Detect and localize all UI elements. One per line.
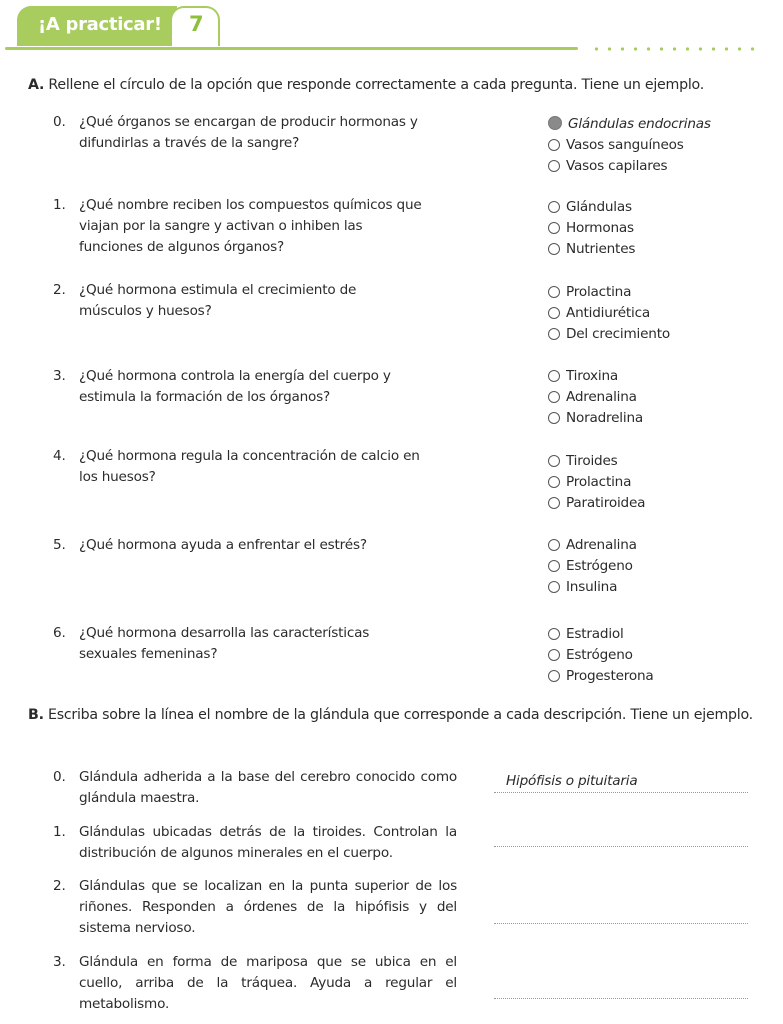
radio-circle-icon[interactable] xyxy=(548,160,560,172)
radio-circle-icon[interactable] xyxy=(548,139,560,151)
section-b-instruction xyxy=(28,705,758,726)
option-radio[interactable] xyxy=(548,282,670,303)
item-text: Glándulas que se localizan en la punta superior de los riñones. Responden a órdenes de la hipófisis y del sistema nervioso. xyxy=(79,878,457,936)
header-number: 7 xyxy=(189,12,204,36)
option-radio[interactable] xyxy=(548,366,643,387)
options-2 xyxy=(548,282,670,345)
header-dots xyxy=(590,47,760,51)
question-text: ¿Qué órganos se encargan de producir hormonas y difundirlas a través de la sangre? xyxy=(79,114,418,151)
options-1 xyxy=(548,197,635,260)
option-label: Tiroides xyxy=(566,453,618,469)
option-label: Estrógeno xyxy=(566,647,633,663)
option-label: Estradiol xyxy=(566,626,624,642)
radio-circle-icon[interactable] xyxy=(548,222,560,234)
question-number: 6. xyxy=(53,625,66,641)
option-radio[interactable] xyxy=(548,645,654,666)
option-label: Adrenalina xyxy=(566,389,637,405)
options-0 xyxy=(548,114,711,177)
option-label: Insulina xyxy=(566,579,618,595)
header-title: ¡A practicar! xyxy=(38,14,162,35)
answer-line-2[interactable] xyxy=(494,923,748,924)
options-3 xyxy=(548,366,643,429)
question-text: ¿Qué nombre reciben los compuestos químicos que viajan por la sangre y activan o inhiben las funciones de algunos órganos? xyxy=(79,197,422,255)
radio-circle-icon[interactable] xyxy=(548,455,560,467)
option-label: Antidiurética xyxy=(566,305,651,321)
option-label: Glándulas xyxy=(566,199,632,215)
option-radio[interactable] xyxy=(548,324,670,345)
answer-line-3[interactable] xyxy=(494,998,748,999)
radio-circle-icon[interactable] xyxy=(548,328,560,340)
radio-circle-icon[interactable] xyxy=(548,307,560,319)
item-number: 3. xyxy=(53,954,66,970)
option-label: Paratiroidea xyxy=(566,495,646,511)
radio-circle-icon[interactable] xyxy=(548,560,560,572)
answer-line-0[interactable] xyxy=(494,792,748,793)
question-number: 1. xyxy=(53,197,66,213)
option-label: Vasos sanguíneos xyxy=(566,137,684,153)
option-label: Del crecimiento xyxy=(566,326,670,342)
option-radio[interactable] xyxy=(548,556,637,577)
radio-circle-icon[interactable] xyxy=(548,370,560,382)
item-text: Glándula adherida a la base del cerebro conocido como glándula maestra. xyxy=(79,769,457,806)
option-radio[interactable] xyxy=(548,535,637,556)
option-radio[interactable] xyxy=(548,624,654,645)
item-number: 2. xyxy=(53,878,66,894)
question-text: ¿Qué hormona desarrolla las características sexuales femeninas? xyxy=(79,625,370,662)
option-label: Noradrelina xyxy=(566,410,643,426)
answer-example: Hipófisis o pituitaria xyxy=(506,773,638,789)
radio-circle-icon[interactable] xyxy=(548,649,560,661)
options-4 xyxy=(548,451,645,514)
option-label: Vasos capilares xyxy=(566,158,668,174)
item-text: Glándula en forma de mariposa que se ubica en el cuello, arriba de la tráquea. Ayuda a regular el metabolismo. xyxy=(79,954,457,1012)
option-label: Nutrientes xyxy=(566,241,636,257)
question-text: ¿Qué hormona ayuda a enfrentar el estrés? xyxy=(79,537,367,553)
header-rule xyxy=(5,47,578,50)
item-text: Glándulas ubicadas detrás de la tiroides. Controlan la distribución de algunos minerales en el cuerpo. xyxy=(79,824,457,861)
option-radio[interactable] xyxy=(548,472,645,493)
section-a-text: Rellene el círculo de la opción que responde correctamente a cada pregunta. Tiene un ejemplo. xyxy=(48,77,704,93)
option-label: Tiroxina xyxy=(566,368,619,384)
section-b-letter: B. xyxy=(28,707,44,723)
option-radio[interactable] xyxy=(548,135,711,156)
answer-line-1[interactable] xyxy=(494,846,748,847)
option-label: Prolactina xyxy=(566,284,632,300)
radio-circle-icon[interactable] xyxy=(548,539,560,551)
radio-circle-icon[interactable] xyxy=(548,243,560,255)
question-number: 2. xyxy=(53,282,66,298)
option-label: Glándulas endocrinas xyxy=(568,116,711,132)
option-radio[interactable] xyxy=(548,387,643,408)
radio-circle-icon[interactable] xyxy=(548,628,560,640)
option-radio[interactable] xyxy=(548,577,637,598)
radio-circle-icon[interactable] xyxy=(548,391,560,403)
options-5 xyxy=(548,535,637,598)
option-radio[interactable] xyxy=(548,114,711,135)
question-number: 4. xyxy=(53,448,66,464)
radio-circle-icon[interactable] xyxy=(548,476,560,488)
option-radio[interactable] xyxy=(548,218,635,239)
question-number: 5. xyxy=(53,537,66,553)
question-text: ¿Qué hormona estimula el crecimiento de músculos y huesos? xyxy=(79,282,357,319)
filled-radio-icon[interactable] xyxy=(548,116,562,130)
option-radio[interactable] xyxy=(548,197,635,218)
radio-circle-icon[interactable] xyxy=(548,286,560,298)
radio-circle-icon[interactable] xyxy=(548,201,560,213)
radio-circle-icon[interactable] xyxy=(548,497,560,509)
radio-circle-icon[interactable] xyxy=(548,581,560,593)
question-text: ¿Qué hormona controla la energía del cuerpo y estimula la formación de los órganos? xyxy=(79,368,391,405)
question-number: 3. xyxy=(53,368,66,384)
option-label: Progesterona xyxy=(566,668,654,684)
option-radio[interactable] xyxy=(548,156,711,177)
section-a-instruction xyxy=(28,75,768,96)
section-a-letter: A. xyxy=(28,77,45,93)
option-radio[interactable] xyxy=(548,493,645,514)
option-label: Estrógeno xyxy=(566,558,633,574)
question-number: 0. xyxy=(53,114,66,130)
option-radio[interactable] xyxy=(548,408,643,429)
options-6 xyxy=(548,624,654,687)
item-number: 0. xyxy=(53,769,66,785)
question-text: ¿Qué hormona regula la concentración de calcio en los huesos? xyxy=(79,448,420,485)
radio-circle-icon[interactable] xyxy=(548,670,560,682)
option-radio[interactable] xyxy=(548,303,670,324)
option-label: Hormonas xyxy=(566,220,634,236)
item-number: 1. xyxy=(53,824,66,840)
radio-circle-icon[interactable] xyxy=(548,412,560,424)
option-radio[interactable] xyxy=(548,239,635,260)
option-radio[interactable] xyxy=(548,666,654,687)
option-label: Prolactina xyxy=(566,474,632,490)
option-label: Adrenalina xyxy=(566,537,637,553)
section-b-text: Escriba sobre la línea el nombre de la glándula que corresponde a cada descripción. Tiene un ejemplo. xyxy=(47,707,753,723)
option-radio[interactable] xyxy=(548,451,645,472)
